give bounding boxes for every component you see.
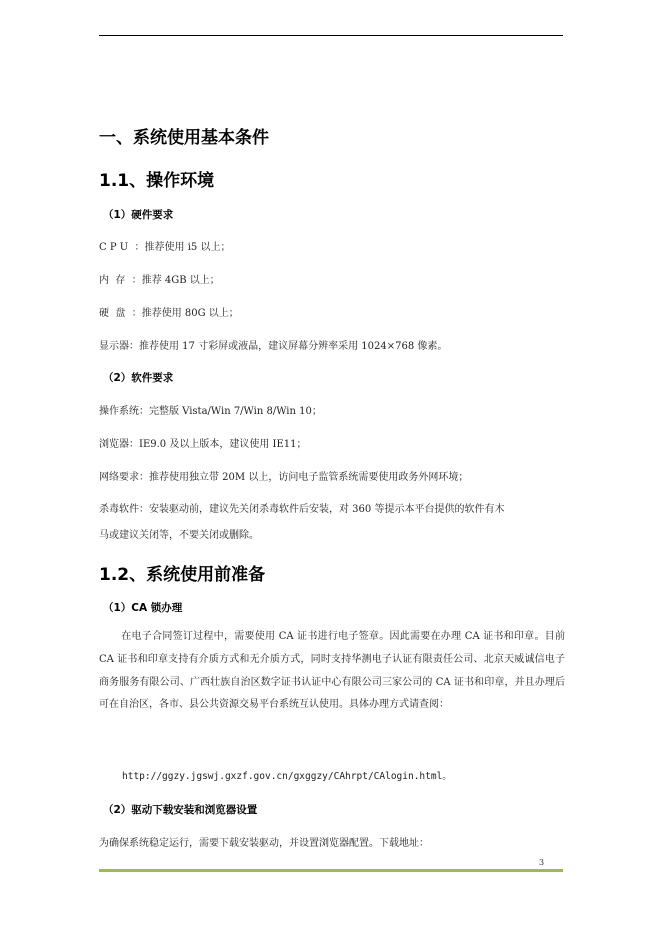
driver-setup-paragraph: 为确保系统稳定运行，需要下载安装驱动，并设置浏览器配置。下载地址： [99, 838, 429, 849]
ca-lock-paragraph-text: 在电子合同签订过程中，需要使用 CA 证书进行电子签章。因此需要在办理 CA 证书和印章。目前 CA 证书和印章支持有介质方式和无介质方式，同时支持华测电子认证有限责任公司、北京天威诚信电子商务服务有限公司、广西壮族自治区数字证书认证中心有限公司三家公司的 CA 证书和印章，并且办理后可在自治区，各市、县公共资源交易平台系统互认使用。具体办理方式请查阅： [99, 631, 565, 711]
ca-lock-paragraph [99, 626, 565, 717]
section-heading-1-2: 1.2、系统使用前准备 [99, 565, 266, 585]
chapter-heading: 一、系统使用基本条件 [99, 128, 269, 148]
hardware-requirements-heading: （1）硬件要求 [103, 209, 174, 221]
antivirus-requirement-line2: 马或建议关闭等，不要关闭或删除。 [99, 530, 259, 541]
display-requirement: 显示器：推荐使用 17 寸彩屏或液晶，建议屏幕分辨率采用 1024×768 像素。 [99, 341, 448, 352]
disk-requirement: 硬 盘 ：推荐使用 80G 以上； [99, 308, 239, 319]
cpu-requirement: C P U ：推荐使用 i5 以上； [99, 242, 231, 253]
footer-rule [99, 869, 563, 872]
driver-setup-heading: （2）驱动下载安装和浏览器设置 [103, 804, 258, 816]
browser-requirement: 浏览器：IE9.0 及以上版本，建议使用 IE11； [99, 439, 307, 450]
header-rule [99, 35, 563, 36]
page-number: 3 [539, 858, 545, 867]
ca-lock-url: http://ggzy.jgswj.gxzf.gov.cn/gxggzy/CAhrpt/CAlogin.html。 [122, 771, 452, 782]
network-requirement: 网络要求：推荐使用独立带 20M 以上，访问电子监管系统需要使用政务外网环境； [99, 472, 469, 483]
software-requirements-heading: （2）软件要求 [103, 372, 174, 384]
os-requirement: 操作系统：完整版 Vista/Win 7/Win 8/Win 10； [99, 406, 322, 417]
section-heading-1-1: 1.1、操作环境 [99, 171, 215, 191]
ca-lock-heading: （1）CA 锁办理 [103, 602, 183, 614]
antivirus-requirement-line1: 杀毒软件：安装驱动前，建议先关闭杀毒软件后安装，对 360 等提示本平台提供的软件有木 [99, 504, 505, 515]
memory-requirement: 内 存 ：推荐 4GB 以上； [99, 275, 220, 286]
